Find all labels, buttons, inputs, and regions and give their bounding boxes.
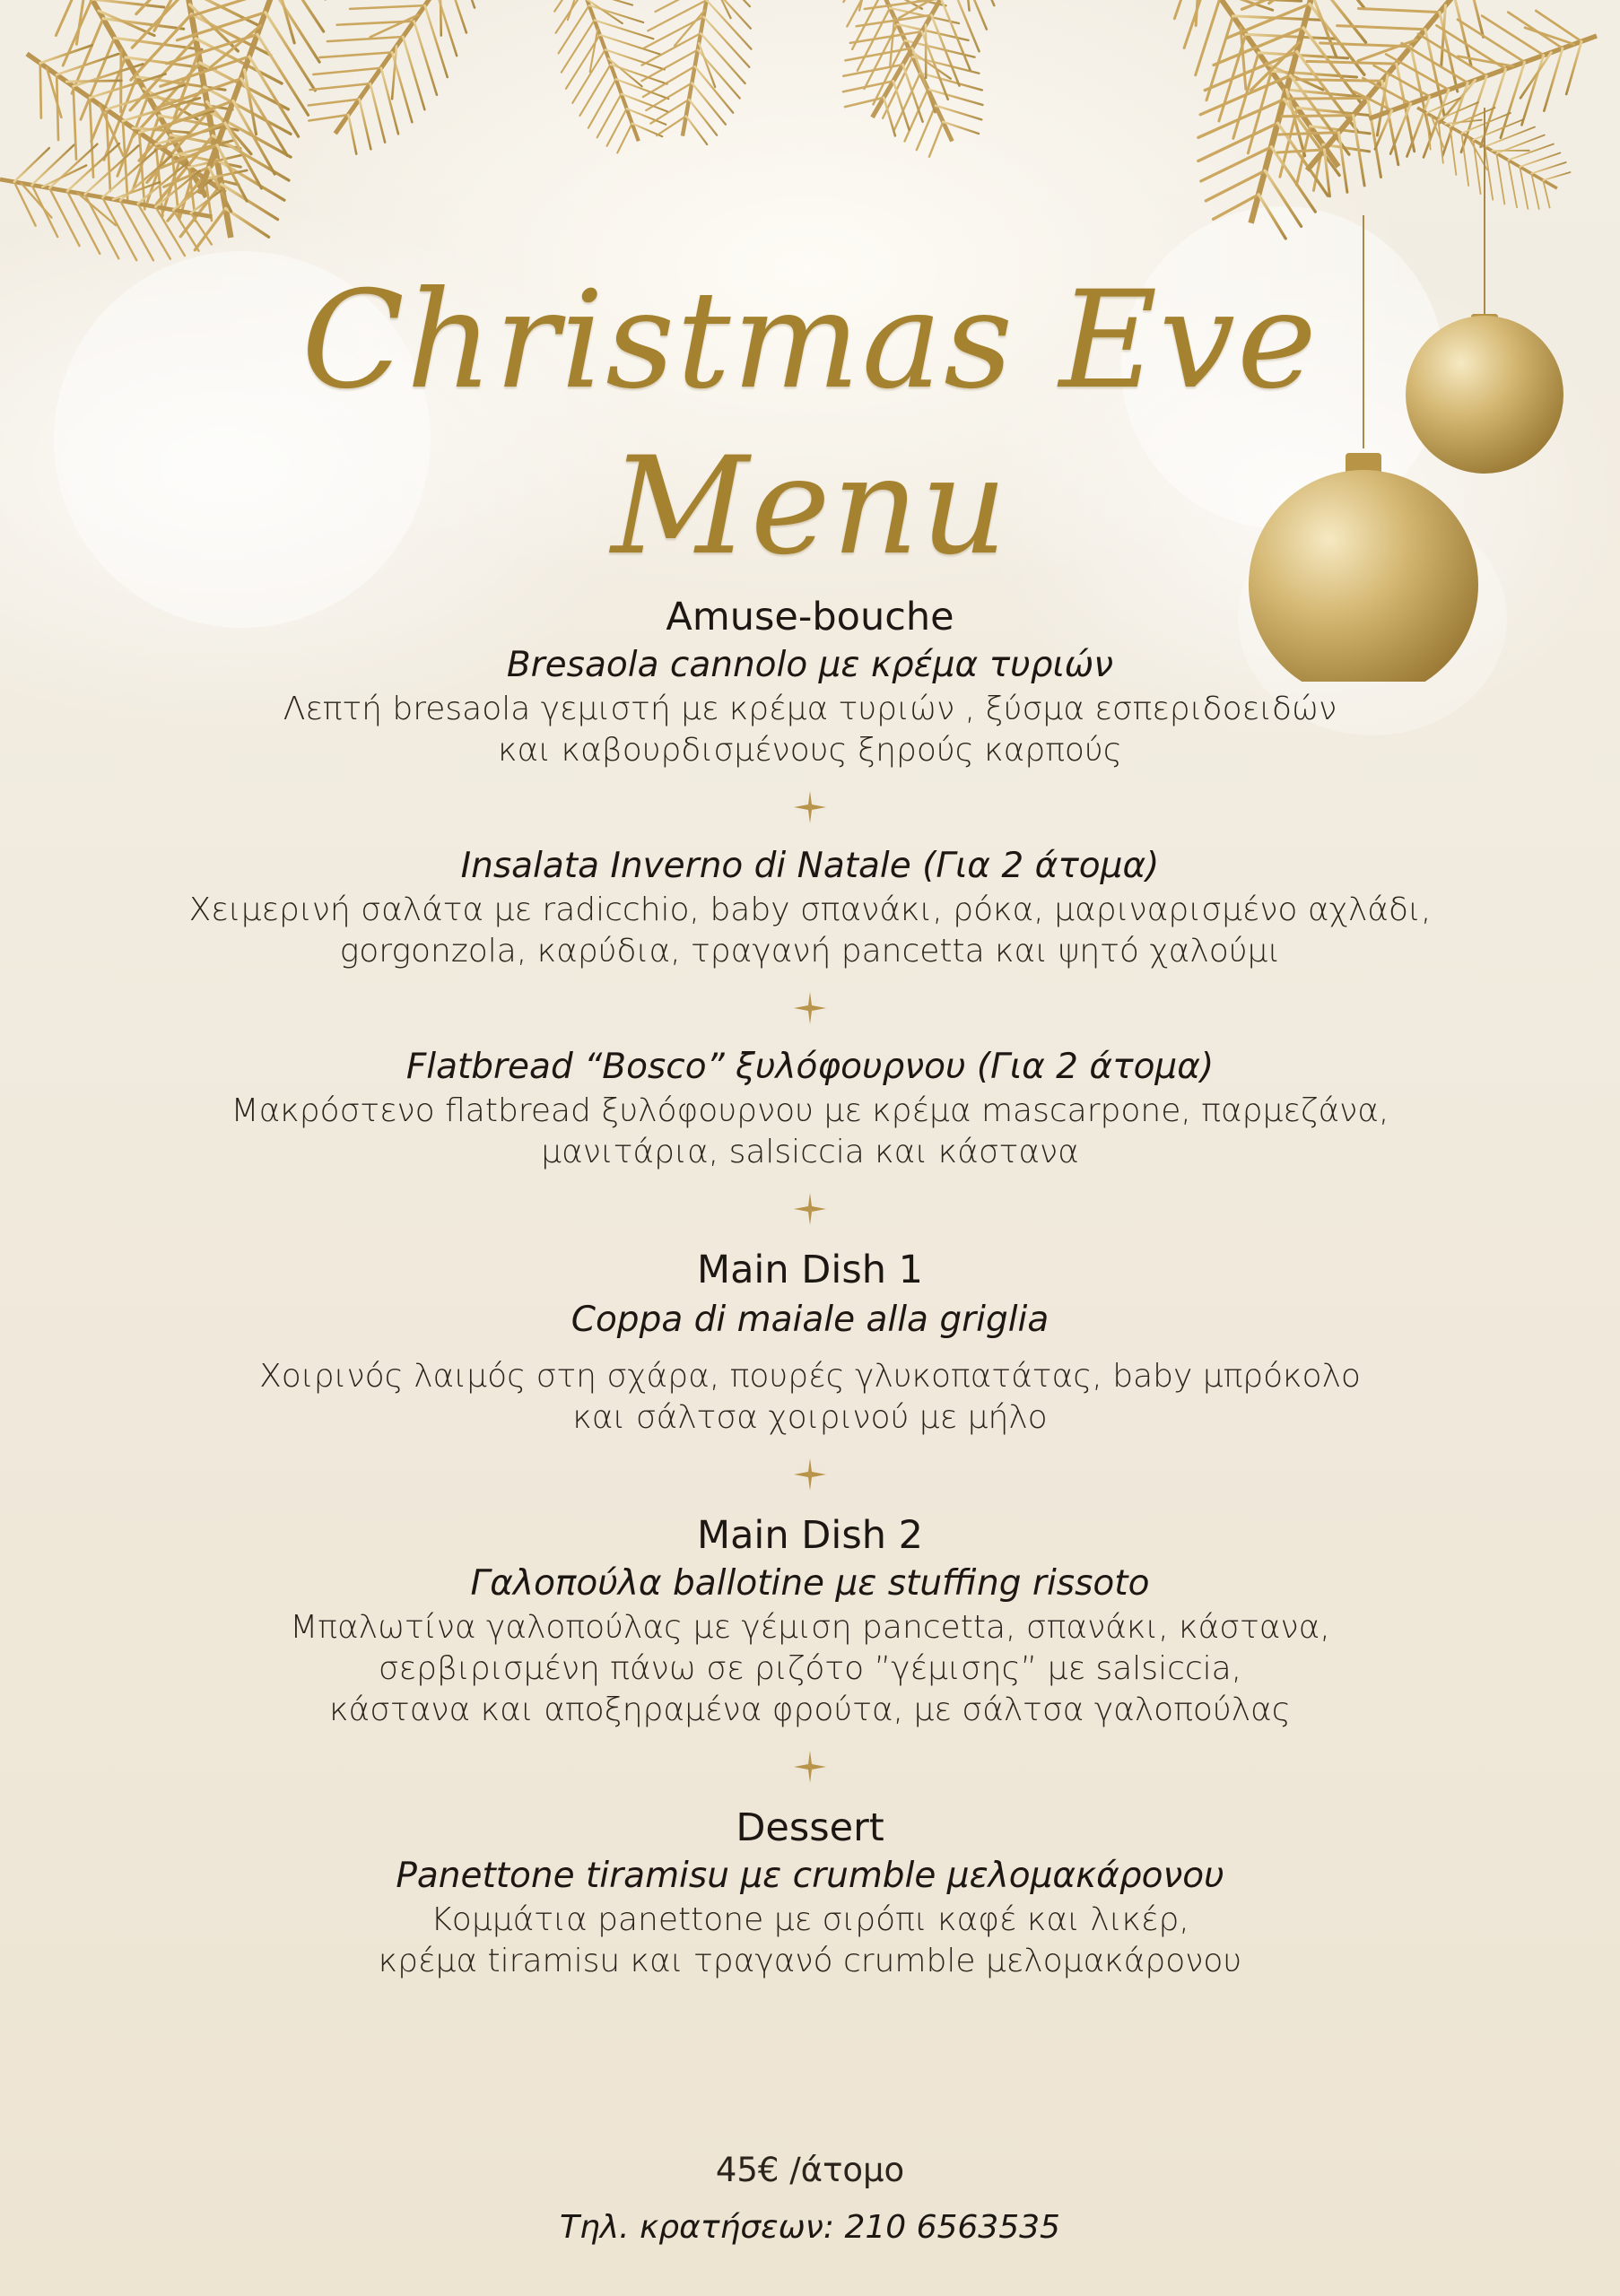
dish-name: Flatbread “Bosco” ξυλόφουρνου (Για 2 άτομα) [405,1047,1215,1087]
dish-description-line: κάστανα και αποξηραμένα φρούτα, με σάλτσα γαλοπούλας [329,1692,1291,1728]
menu-section-amuse-bouche [90,592,1530,771]
dish-description-line: σερβιρισμένη πάνω σε ριζότο ”γέμισης” με salsiccia, [378,1650,1242,1687]
course-heading: Main Dish 2 [696,1513,924,1558]
star-icon [792,990,828,1026]
dish-description-line: κρέμα tiramisu και τραγανό crumble μελομακάρονου [378,1943,1242,1979]
menu-list [90,592,1530,1982]
menu-section-flatbread [90,1044,1530,1173]
dish-description-line: Μπαλωτίνα γαλοπούλας με γέμιση pancetta, σπανάκι, κάστανα, [290,1609,1330,1646]
star-icon [792,1191,828,1227]
course-heading: Amuse-bouche [666,595,954,639]
star-icon [792,1457,828,1492]
section-divider [90,1439,1530,1510]
menu-subtitle: Menu [611,429,1009,585]
dish-description-line: Χοιρινός λαιμός στη σχάρα, πουρές γλυκοπατάτας, baby μπρόκολο [259,1358,1361,1395]
menu-section-dessert [90,1803,1530,1982]
menu-section-main-dish-1 [90,1245,1530,1439]
dish-name: Insalata Inverno di Natale (Για 2 άτομα) [460,846,1160,886]
section-divider [90,1173,1530,1245]
dish-description-line: Χειμερινή σαλάτα με radicchio, baby σπανάκι, ρόκα, μαριναρισμένο αχλάδι, [188,891,1432,928]
section-divider [90,972,1530,1044]
price-per-person: 45€ /άτομο [715,2151,905,2189]
star-icon [792,789,828,825]
dish-name: Γαλοπούλα ballotine με stuffing rissoto [470,1563,1150,1604]
dish-description-line: και καβουρδισμένους ξηρούς καρπούς [498,732,1122,769]
menu-title: Christmas Eve [301,263,1319,419]
dish-description-line: Μακρόστενο flatbread ξυλόφουρνου με κρέμα mascarpone, παρμεζάνα, [231,1092,1389,1129]
section-divider [90,771,1530,843]
section-divider [90,1731,1530,1803]
reservation-phone: Τηλ. κρατήσεων: 210 6563535 [560,2209,1060,2246]
dish-name: Panettone tiramisu με crumble μελομακάρονου [396,1856,1224,1896]
dish-name: Bresaola cannolo με κρέμα τυριών [506,645,1114,685]
dish-description-line: Λεπτή bresaola γεμιστή με κρέμα τυριών , ξύσμα εσπεριδοειδών [283,691,1337,727]
dish-description-line: και σάλτσα χοιρινού με μήλο [572,1399,1048,1436]
dish-description-line: gorgonzola, καρύδια, τραγανή pancetta και ψητό χαλούμι [339,933,1281,970]
dish-name: Coppa di maiale alla griglia [570,1300,1050,1340]
course-heading: Dessert [736,1805,884,1850]
menu-section-main-dish-2 [90,1510,1530,1731]
menu-section-insalata [90,843,1530,972]
dish-description-line: Κομμάτια panettone με σιρόπι καφέ και λικέρ, [431,1901,1189,1938]
star-icon [792,1749,828,1785]
course-heading: Main Dish 1 [696,1248,924,1292]
dish-description-line: μανιτάρια, salsiccia και κάστανα [541,1134,1079,1170]
